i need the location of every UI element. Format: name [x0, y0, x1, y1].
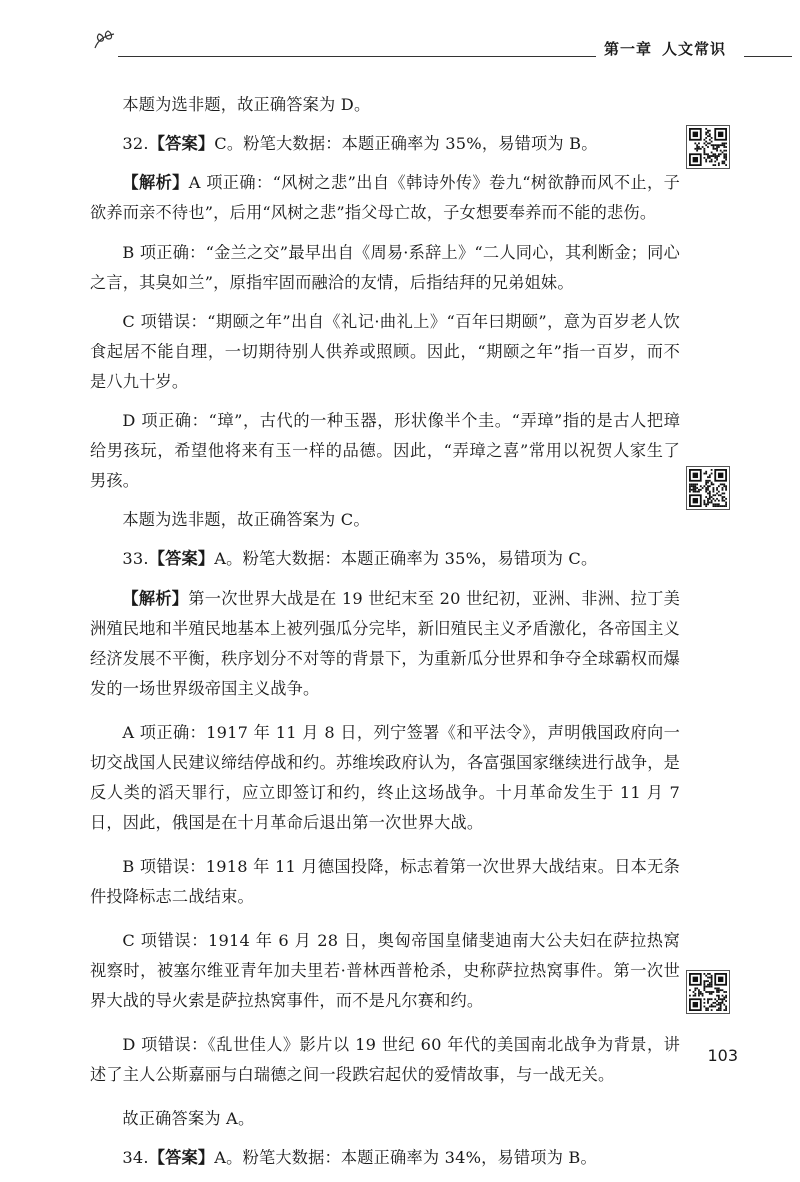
- chapter-label: [596, 38, 744, 59]
- question-number: 33.: [122, 549, 149, 569]
- paragraph: C 项错误：“期颐之年”出自《礼记·曲礼上》“百年曰期颐”，意为百岁老人饮食起居不能自理，一切期待别人供养或照顾。因此，“期颐之年”指一百岁，而不是八九十岁。: [90, 311, 680, 391]
- leaf-icon: [92, 28, 122, 52]
- analysis-paragraph: 【解析】A 项正确：“风树之悲”出自《韩诗外传》卷九“树欲静而风不止，子欲养而亲不待也”，后用“风树之悲”指父母亡故，子女想要奉养而不能的悲伤。: [90, 173, 680, 223]
- page-header: [0, 0, 800, 70]
- analysis-paragraph: 【解析】第一次世界大战是在 19 世纪末至 20 世纪初，亚洲、非洲、拉丁美洲殖民地和半殖民地基本上被列强瓜分完毕，新旧殖民主义矛盾激化，各帝国主义经济发展不平衡，秩序划分不对等的背景下，为重新瓜分世界和争夺全球霸权而爆发的一场世界级帝国主义战争。: [90, 588, 680, 698]
- paragraph: 本题为选非题，故正确答案为 D。: [122, 95, 371, 114]
- paragraph: D 项错误：《乱世佳人》影片以 19 世纪 60 年代的美国南北战争为背景，讲述了主人公斯嘉丽与白瑞德之间一段跌宕起伏的爱情故事，与一战无关。: [90, 1034, 680, 1084]
- analysis-tag: 【解析】: [122, 173, 189, 193]
- qr-code-icon[interactable]: [686, 466, 730, 510]
- qr-code-icon[interactable]: [686, 970, 730, 1014]
- answer-paragraph: 33.【答案】A。粉笔大数据：本题正确率为 35%，易错项为 C。: [122, 549, 598, 569]
- chapter-number: 第一章: [603, 40, 652, 58]
- page-content: [90, 90, 680, 1182]
- qr-code-icon[interactable]: [686, 125, 730, 169]
- qr-code-pattern: [689, 469, 727, 507]
- page-number: 103: [707, 1046, 738, 1065]
- paragraph: 故正确答案为 A。: [122, 1108, 255, 1128]
- qr-code-pattern: [689, 128, 727, 166]
- answer-tag: 【答案】: [148, 549, 215, 569]
- question-number: 34.: [122, 1147, 149, 1167]
- chapter-title: 人文常识: [661, 40, 726, 58]
- qr-code-pattern: [689, 973, 727, 1011]
- paragraph: D 项正确：“璋”，古代的一种玉器，形状像半个圭。“弄璋”指的是古人把璋给男孩玩，希望他将来有玉一样的品德。因此，“弄璋之喜”常用以祝贺人家生了男孩。: [90, 410, 680, 490]
- paragraph: B 项正确：“金兰之交”最早出自《周易·系辞上》“二人同心，其利断金；同心之言，其臭如兰”，原指牢固而融洽的友情，后指结拜的兄弟姐妹。: [90, 242, 680, 292]
- paragraph: C 项错误：1914 年 6 月 28 日，奥匈帝国皇储斐迪南大公夫妇在萨拉热窝视察时，被塞尔维亚青年加夫里若·普林西普枪杀，史称萨拉热窝事件。第一次世界大战的导火索是萨拉热窝事件，而不是凡尔赛和约。: [90, 930, 680, 1010]
- answer-paragraph: 34.【答案】A。粉笔大数据：本题正确率为 34%，易错项为 B。: [122, 1147, 597, 1167]
- answer-paragraph: 32.【答案】C。粉笔大数据：本题正确率为 35%，易错项为 B。: [122, 134, 598, 154]
- paragraph: A 项正确：1917 年 11 月 8 日，列宁签署《和平法令》，声明俄国政府向一切交战国人民建议缔结停战和约。苏维埃政府认为，各富强国家继续进行战争，是反人类的滔天罪行，应立即签订和约，终止这场战争。十月革命发生于 11 月 7 日，因此，俄国是在十月革命后退出第一次世界大战。: [90, 722, 680, 832]
- paragraph: B 项错误：1918 年 11 月德国投降，标志着第一次世界大战结束。日本无条件投降标志二战结束。: [90, 856, 680, 906]
- question-number: 32.: [122, 134, 149, 154]
- answer-tag: 【答案】: [148, 1147, 215, 1167]
- answer-tag: 【答案】: [148, 134, 215, 154]
- analysis-tag: 【解析】: [122, 588, 189, 608]
- paragraph: 本题为选非题，故正确答案为 C。: [122, 510, 370, 530]
